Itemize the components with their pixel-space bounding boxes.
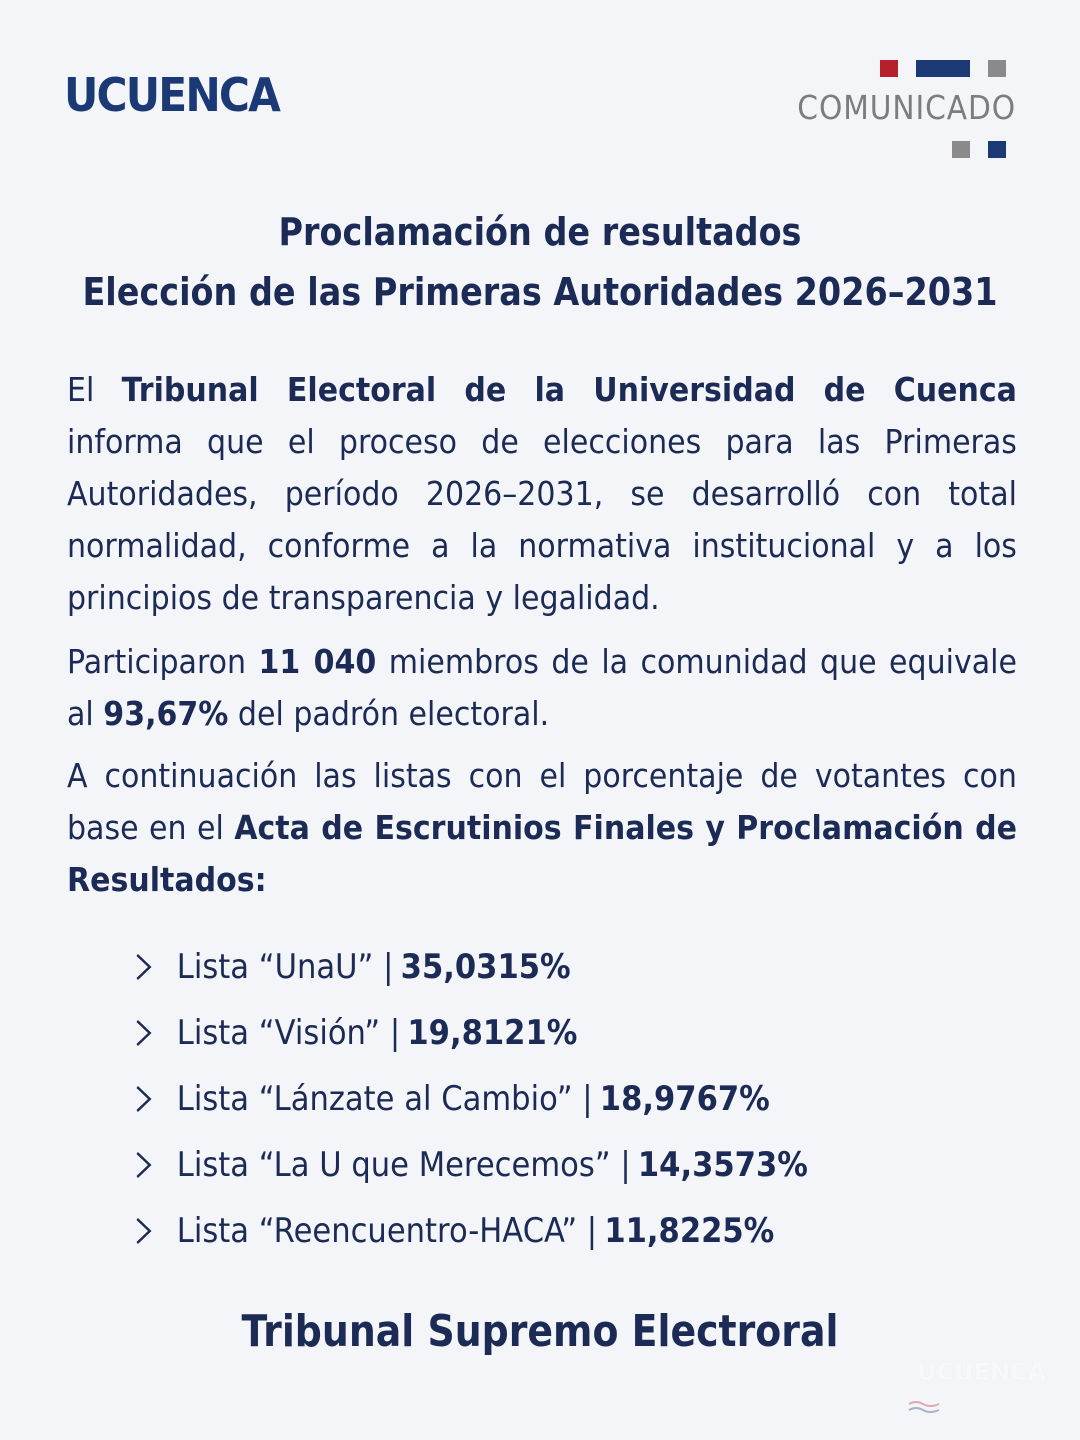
chevron-right-icon [130,1216,157,1246]
participation-percent: 93,67% [103,694,229,733]
result-percent: 35,0315% [400,947,571,987]
result-item [130,934,940,1000]
ucuenca-logo: UCUENCA [64,68,280,122]
paragraph-intro [67,364,1016,624]
result-label: Lista “Lánzate al Cambio” | [176,1079,593,1119]
result-label: Lista “Reencuentro-HACA” | [176,1211,598,1251]
paragraph-lists-intro [67,750,1016,906]
comunicado-badge [786,60,1016,160]
result-label: Lista “La U que Merecemos” | [176,1145,631,1185]
page-subtitle: Elección de las Primeras Autoridades 2026–2031 [82,270,998,314]
decor-bar-navy [916,60,970,77]
result-label: Lista “UnaU” | [176,947,394,987]
watermark-logo [905,1358,1045,1428]
tribunal-name: Tribunal Electoral de la Universidad de Cuenca [121,370,1017,409]
text: del padrón electoral. [228,694,550,733]
chevron-right-icon [130,1150,157,1180]
decor-square-navy-bottom [988,141,1006,158]
signature: Tribunal Supremo Electroral [241,1306,839,1357]
text: Participaron [67,642,259,681]
waves-icon [907,1400,941,1414]
chevron-right-icon [130,1018,157,1048]
text: El [67,370,122,409]
result-label: Lista “Visión” | [176,1013,401,1053]
text: A continuación las listas con el porcentaje de votantes con base en el [67,756,1017,847]
result-item [130,1000,940,1066]
result-percent: 14,3573% [637,1145,808,1185]
result-percent: 19,8121% [407,1013,578,1053]
result-percent: 18,9767% [599,1079,770,1119]
decor-square-gray [988,60,1006,77]
paragraph-participation [67,636,1016,740]
text: informa que el proceso de elecciones para las Primeras Autoridades, período 2026–2031, se desarrolló con total normalidad, conforme a la normativa institucional y a los principios de transparencia y legalidad. [67,422,1017,617]
chevron-right-icon [130,952,157,982]
participant-count: 11 040 [258,642,377,681]
comunicado-label: COMUNICADO [797,88,1016,127]
text: miembros de la comunidad que equivale al [67,642,1017,733]
result-item [130,1132,940,1198]
watermark-text: UCUENCA [917,1358,1047,1386]
decor-square-red [880,60,898,77]
results-list [130,934,1030,1264]
result-item [130,1198,940,1264]
page-title: Proclamación de resultados [278,210,802,254]
result-item [130,1066,940,1132]
chevron-right-icon [130,1084,157,1114]
acta-reference: Acta de Escrutinios Finales y Proclamación de Resultados: [67,808,1017,899]
decor-square-gray-bottom [952,141,970,158]
result-percent: 11,8225% [604,1211,775,1251]
